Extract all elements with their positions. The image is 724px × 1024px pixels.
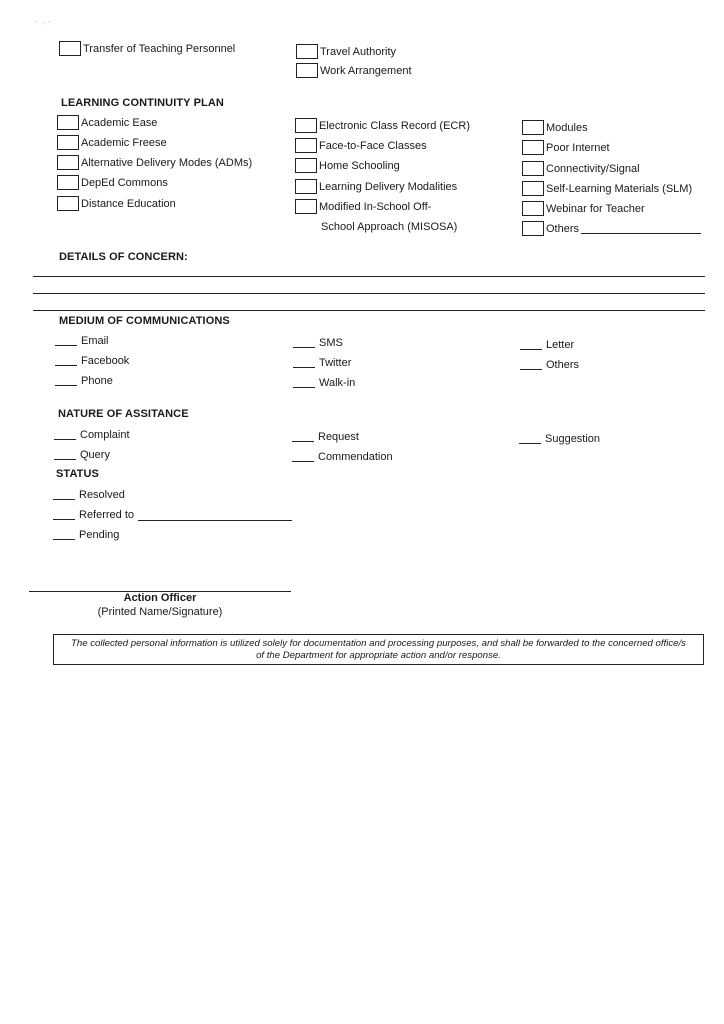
option-label: Academic Ease: [81, 116, 158, 129]
medium-option[interactable]: [55, 375, 113, 387]
option-label: Letter: [546, 339, 575, 351]
option-label: Poor Internet: [546, 141, 610, 154]
checkbox[interactable]: [57, 196, 79, 211]
blank-line[interactable]: [520, 340, 542, 350]
status-heading: STATUS: [56, 468, 99, 480]
option-label: Modified In-School Off-: [319, 200, 432, 213]
option-label: Home Schooling: [319, 159, 400, 172]
blank-line[interactable]: [520, 360, 542, 370]
status-option[interactable]: [53, 489, 125, 501]
nature-option[interactable]: [292, 431, 359, 443]
option-label: Request: [318, 431, 359, 443]
option-label: Email: [81, 335, 109, 347]
option-label: Face-to-Face Classes: [319, 139, 427, 152]
lcp-heading: LEARNING CONTINUITY PLAN: [61, 97, 224, 109]
blank-line[interactable]: [293, 338, 315, 348]
blank-line[interactable]: [54, 450, 76, 460]
blank-line[interactable]: [53, 530, 75, 540]
checkbox[interactable]: [59, 41, 81, 56]
option-label: Webinar for Teacher: [546, 202, 645, 215]
option-label: Query: [80, 449, 110, 461]
option-label: Referred to: [79, 509, 135, 521]
option-label: Phone: [81, 375, 113, 387]
nature-option[interactable]: [54, 429, 130, 441]
option-label: Travel Authority: [320, 45, 397, 58]
checkbox[interactable]: [57, 135, 79, 150]
concern-heading: DETAILS OF CONCERN:: [59, 251, 188, 263]
referred-to-input-line[interactable]: [138, 510, 292, 521]
nature-heading: NATURE OF ASSITANCE: [58, 408, 189, 420]
concern-line[interactable]: [33, 276, 705, 277]
blank-line[interactable]: [292, 432, 314, 442]
checkbox[interactable]: [296, 63, 318, 78]
option-label: Others: [546, 222, 580, 235]
option-label: Distance Education: [81, 197, 176, 210]
option-label: Transfer of Teaching Personnel: [83, 42, 236, 55]
status-option[interactable]: [53, 509, 292, 521]
transfer-option[interactable]: [59, 41, 235, 56]
lcp-option[interactable]: [295, 179, 457, 194]
blank-line[interactable]: [53, 510, 75, 520]
lcp-option[interactable]: [57, 196, 176, 211]
checkbox[interactable]: [296, 44, 318, 59]
lcp-option-others[interactable]: [522, 221, 701, 236]
others-input-line[interactable]: [581, 223, 701, 234]
blank-line[interactable]: [53, 490, 75, 500]
option-label: Twitter: [319, 357, 352, 369]
notice-line-1: The collected personal information is utilized solely for documentation and processing purposes, and shall be forwarded to the concerned office/s: [71, 638, 686, 649]
checkbox[interactable]: [522, 140, 544, 155]
checkbox[interactable]: [57, 175, 79, 190]
option-label-continued: School Approach (MISOSA): [321, 221, 458, 233]
option-label: Self-Learning Materials (SLM): [546, 182, 693, 195]
concern-line[interactable]: [33, 293, 705, 294]
checkbox[interactable]: [57, 115, 79, 130]
option-label: Alternative Delivery Modes (ADMs): [81, 156, 253, 169]
lcp-option[interactable]: [295, 138, 427, 153]
nature-option[interactable]: [292, 451, 393, 463]
privacy-notice: [53, 634, 704, 665]
option-label: Suggestion: [545, 433, 601, 445]
option-label: Learning Delivery Modalities: [319, 180, 458, 193]
blank-line[interactable]: [293, 378, 315, 388]
lcp-option[interactable]: [295, 118, 470, 133]
blank-line[interactable]: [292, 452, 314, 462]
nature-option[interactable]: [519, 433, 600, 445]
lcp-option[interactable]: [522, 181, 692, 196]
checkbox[interactable]: [522, 201, 544, 216]
medium-option[interactable]: [293, 357, 351, 369]
checkbox[interactable]: [295, 179, 317, 194]
option-label: Electronic Class Record (ECR): [319, 119, 470, 132]
option-label: Resolved: [79, 489, 125, 501]
checkbox[interactable]: [522, 181, 544, 196]
lcp-option[interactable]: [57, 115, 157, 130]
scan-mark: ‑ , ‑: [34, 17, 51, 26]
checkbox[interactable]: [522, 120, 544, 135]
option-label: Walk-in: [319, 377, 356, 389]
checkbox[interactable]: [522, 221, 544, 236]
option-label: Pending: [79, 529, 120, 541]
medium-option[interactable]: [520, 339, 574, 351]
work-option[interactable]: [296, 63, 412, 78]
medium-heading: MEDIUM OF COMMUNICATIONS: [59, 315, 230, 327]
blank-line[interactable]: [55, 356, 77, 366]
medium-option[interactable]: [55, 335, 109, 347]
blank-line[interactable]: [293, 358, 315, 368]
lcp-option[interactable]: [522, 161, 640, 176]
option-label: Modules: [546, 121, 588, 134]
checkbox[interactable]: [522, 161, 544, 176]
lcp-option[interactable]: [522, 120, 588, 135]
option-label: DepEd Commons: [81, 176, 168, 189]
blank-line[interactable]: [54, 430, 76, 440]
signature-subtitle: (Printed Name/Signature): [97, 606, 223, 618]
medium-option[interactable]: [55, 355, 129, 367]
option-label: Academic Freese: [81, 136, 167, 149]
travel-option[interactable]: [296, 44, 396, 59]
option-label: Commendation: [318, 451, 393, 463]
lcp-option[interactable]: [57, 135, 167, 150]
lcp-option[interactable]: [295, 199, 431, 214]
nature-option[interactable]: [54, 449, 110, 461]
notice-line-2: of the Department for appropriate action and/or response.: [256, 650, 501, 661]
status-option[interactable]: [53, 529, 119, 541]
option-label: Facebook: [81, 355, 130, 367]
blank-line[interactable]: [55, 336, 77, 346]
medium-option[interactable]: [520, 359, 579, 371]
medium-option[interactable]: [293, 377, 355, 389]
lcp-option[interactable]: [57, 175, 168, 190]
option-label: Others: [546, 359, 580, 371]
concern-line[interactable]: [33, 310, 705, 311]
checkbox[interactable]: [295, 138, 317, 153]
checkbox[interactable]: [57, 155, 79, 170]
option-label: Complaint: [80, 429, 130, 441]
option-label: SMS: [319, 337, 343, 349]
lcp-option[interactable]: [57, 155, 252, 170]
lcp-option[interactable]: [295, 158, 400, 173]
action-officer-title: Action Officer: [123, 592, 197, 604]
option-label: Connectivity/Signal: [546, 162, 640, 175]
option-label: Work Arrangement: [320, 64, 412, 77]
lcp-option[interactable]: [522, 140, 610, 155]
medium-option[interactable]: [293, 337, 343, 349]
checkbox[interactable]: [295, 158, 317, 173]
lcp-option[interactable]: [522, 201, 645, 216]
blank-line[interactable]: [519, 434, 541, 444]
checkbox[interactable]: [295, 199, 317, 214]
checkbox[interactable]: [295, 118, 317, 133]
blank-line[interactable]: [55, 376, 77, 386]
